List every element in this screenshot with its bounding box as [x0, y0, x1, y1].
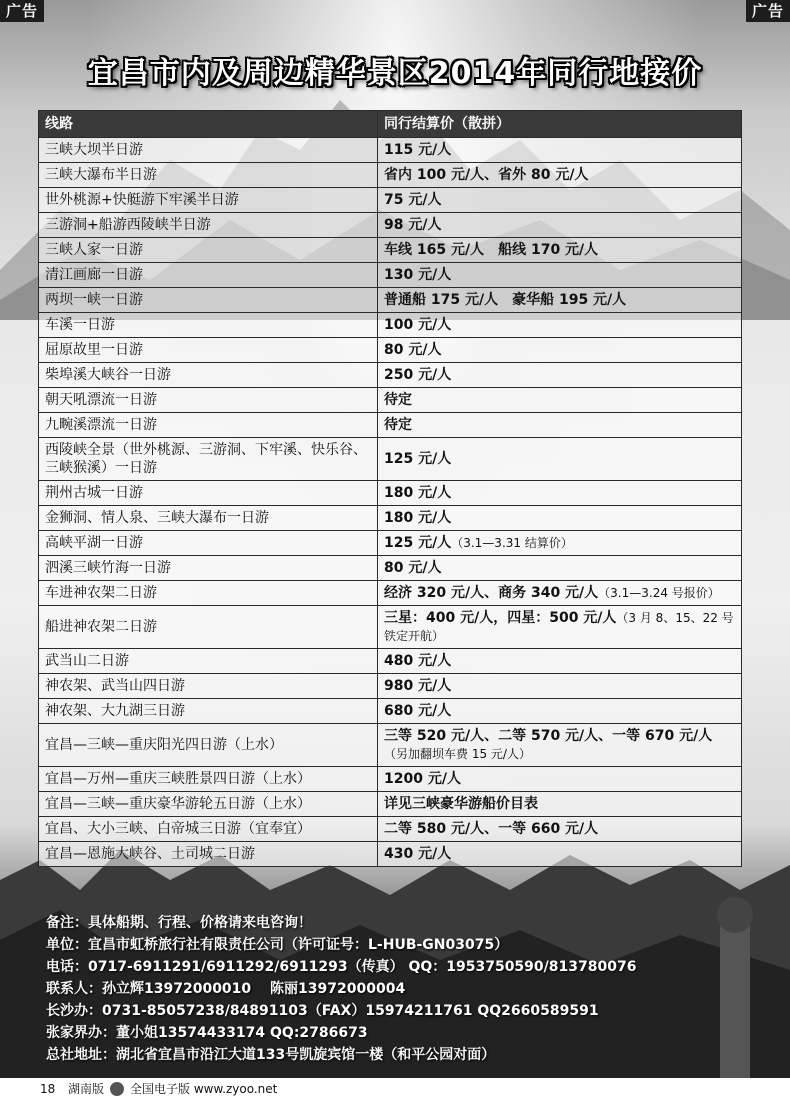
price-value: 省内 100 元/人、省外 80 元/人	[384, 167, 589, 183]
price-value: 100 元/人	[384, 317, 452, 333]
table-header-row	[39, 111, 742, 138]
price-cell	[378, 531, 742, 556]
phone-text: 电话：0717-6911291/6911292/6911293（传真） QQ：1953750590/813780076	[46, 959, 637, 975]
route-cell: 高峡平湖一日游	[39, 531, 378, 556]
price-cell	[378, 188, 742, 213]
price-cell	[378, 338, 742, 363]
price-value: 待定	[384, 417, 412, 433]
price-value: 普通船 175 元/人 豪华船 195 元/人	[384, 292, 627, 308]
table-row	[39, 699, 742, 724]
price-cell	[378, 581, 742, 606]
route-cell: 荆州古城一日游	[39, 481, 378, 506]
table-row	[39, 581, 742, 606]
price-value: 80 元/人	[384, 342, 442, 358]
website-link[interactable]: 全国电子版 www.zyoo.net	[130, 1082, 278, 1096]
price-cell	[378, 138, 742, 163]
price-value: 115 元/人	[384, 142, 452, 158]
table-row	[39, 767, 742, 792]
price-value: 经济 320 元/人、商务 340 元/人	[384, 585, 599, 601]
ad-tag-right: 广告	[746, 0, 790, 22]
price-value: 三等 520 元/人、二等 570 元/人、一等 670 元/人	[384, 728, 713, 744]
table-row	[39, 138, 742, 163]
table-row	[39, 288, 742, 313]
route-cell: 武当山二日游	[39, 649, 378, 674]
route-cell: 九畹溪漂流一日游	[39, 413, 378, 438]
route-cell: 宜昌—三峡—重庆阳光四日游（上水）	[39, 724, 378, 767]
route-cell: 西陵峡全景（世外桃源、三游洞、下牢溪、快乐谷、三峡猴溪）一日游	[39, 438, 378, 481]
price-note: （3 月 8、15、22 号铁定开航）	[384, 611, 734, 643]
route-cell: 两坝一峡一日游	[39, 288, 378, 313]
price-cell	[378, 413, 742, 438]
contact-person-text: 联系人：孙立辉13972000010 陈丽13972000004	[46, 981, 406, 997]
table-row	[39, 674, 742, 699]
column-header-route: 线路	[39, 111, 378, 138]
route-cell: 三游洞+船游西陵峡半日游	[39, 213, 378, 238]
remark-text: 备注：具体船期、行程、价格请来电咨询！	[46, 915, 312, 931]
price-value: 125 元/人	[384, 451, 452, 467]
price-cell	[378, 238, 742, 263]
table-row	[39, 531, 742, 556]
table-row	[39, 338, 742, 363]
table-row	[39, 263, 742, 288]
table-row	[39, 388, 742, 413]
price-cell	[378, 506, 742, 531]
route-cell: 泗溪三峡竹海一日游	[39, 556, 378, 581]
ad-tag-left: 广告	[0, 0, 44, 22]
company-text: 单位：宜昌市虹桥旅行社有限责任公司（许可证号：L-HUB-GN03075）	[46, 937, 509, 953]
price-cell	[378, 213, 742, 238]
price-value: 250 元/人	[384, 367, 452, 383]
zhangjiajie-office-text: 张家界办：董小姐13574433174 QQ:2786673	[46, 1025, 368, 1041]
route-cell: 柴埠溪大峡谷一日游	[39, 363, 378, 388]
price-value: 180 元/人	[384, 510, 452, 526]
table-row	[39, 213, 742, 238]
route-cell: 屈原故里一日游	[39, 338, 378, 363]
price-note: （3.1—3.24 号报价）	[598, 586, 720, 600]
table-row	[39, 363, 742, 388]
price-cell	[378, 792, 742, 817]
price-table-body	[39, 138, 742, 867]
page-number: 18	[40, 1082, 56, 1096]
changsha-office-text: 长沙办：0731-85057238/84891103（FAX）15974211761 QQ2660589591	[46, 1003, 599, 1019]
route-cell: 宜昌、大小三峡、白帝城三日游（宜奉宜）	[39, 817, 378, 842]
route-cell: 三峡大坝半日游	[39, 138, 378, 163]
page-footer-bar	[0, 1078, 790, 1100]
price-value: 车线 165 元/人 船线 170 元/人	[384, 242, 599, 258]
price-cell	[378, 263, 742, 288]
price-value: 680 元/人	[384, 703, 452, 719]
table-row	[39, 413, 742, 438]
route-cell: 清江画廊一日游	[39, 263, 378, 288]
route-cell: 神农架、大九湖三日游	[39, 699, 378, 724]
table-row	[39, 506, 742, 531]
table-row	[39, 817, 742, 842]
address-text: 总社地址：湖北省宜昌市沿江大道133号凯旋宾馆一楼（和平公园对面）	[46, 1047, 496, 1063]
route-cell: 宜昌—三峡—重庆豪华游轮五日游（上水）	[39, 792, 378, 817]
table-row	[39, 792, 742, 817]
table-row	[39, 481, 742, 506]
edition-label: 湖南版	[68, 1082, 105, 1096]
price-cell	[378, 649, 742, 674]
route-cell: 宜昌—万州—重庆三峡胜景四日游（上水）	[39, 767, 378, 792]
route-cell: 神农架、武当山四日游	[39, 674, 378, 699]
price-value: 430 元/人	[384, 846, 452, 862]
price-cell	[378, 699, 742, 724]
price-value: 98 元/人	[384, 217, 442, 233]
route-cell: 车溪一日游	[39, 313, 378, 338]
column-header-price: 同行结算价（散拼）	[378, 111, 742, 138]
table-row	[39, 438, 742, 481]
price-cell	[378, 288, 742, 313]
price-value: 75 元/人	[384, 192, 442, 208]
price-cell	[378, 767, 742, 792]
price-value: 180 元/人	[384, 485, 452, 501]
price-cell	[378, 481, 742, 506]
table-row	[39, 238, 742, 263]
price-cell	[378, 724, 742, 767]
price-value: 125 元/人	[384, 535, 452, 551]
route-cell: 世外桃源+快艇游下牢溪半日游	[39, 188, 378, 213]
price-cell	[378, 842, 742, 867]
price-cell	[378, 438, 742, 481]
route-cell: 三峡人家一日游	[39, 238, 378, 263]
price-cell	[378, 313, 742, 338]
price-cell	[378, 817, 742, 842]
route-cell: 车进神农架二日游	[39, 581, 378, 606]
table-row	[39, 163, 742, 188]
price-value: 480 元/人	[384, 653, 452, 669]
page-title: 宜昌市内及周边精华景区2014年同行地接价	[87, 56, 703, 91]
table-row	[39, 842, 742, 867]
price-cell	[378, 606, 742, 649]
price-value: 130 元/人	[384, 267, 452, 283]
table-row	[39, 606, 742, 649]
price-cell	[378, 674, 742, 699]
route-cell: 三峡大瀑布半日游	[39, 163, 378, 188]
price-value: 三星：400 元/人，四星：500 元/人	[384, 610, 617, 626]
route-cell: 宜昌—恩施大峡谷、土司城二日游	[39, 842, 378, 867]
publication-logo-icon	[110, 1082, 124, 1096]
table-row	[39, 188, 742, 213]
table-row	[39, 724, 742, 767]
price-value: 待定	[384, 392, 412, 408]
price-cell	[378, 556, 742, 581]
contact-info	[46, 912, 746, 1066]
table-row	[39, 649, 742, 674]
route-cell: 船进神农架二日游	[39, 606, 378, 649]
price-table	[38, 110, 742, 867]
route-cell: 朝天吼漂流一日游	[39, 388, 378, 413]
route-cell: 金狮洞、情人泉、三峡大瀑布一日游	[39, 506, 378, 531]
price-value: 80 元/人	[384, 560, 442, 576]
table-row	[39, 313, 742, 338]
price-note: （3.1—3.31 结算价）	[451, 536, 573, 550]
price-value: 详见三峡豪华游船价目表	[384, 796, 538, 812]
price-value: 980 元/人	[384, 678, 452, 694]
price-value: 二等 580 元/人、一等 660 元/人	[384, 821, 599, 837]
price-cell	[378, 388, 742, 413]
price-value: 1200 元/人	[384, 771, 461, 787]
price-note: （另加翻坝车费 15 元/人）	[384, 747, 531, 761]
table-row	[39, 556, 742, 581]
price-cell	[378, 363, 742, 388]
price-cell	[378, 163, 742, 188]
